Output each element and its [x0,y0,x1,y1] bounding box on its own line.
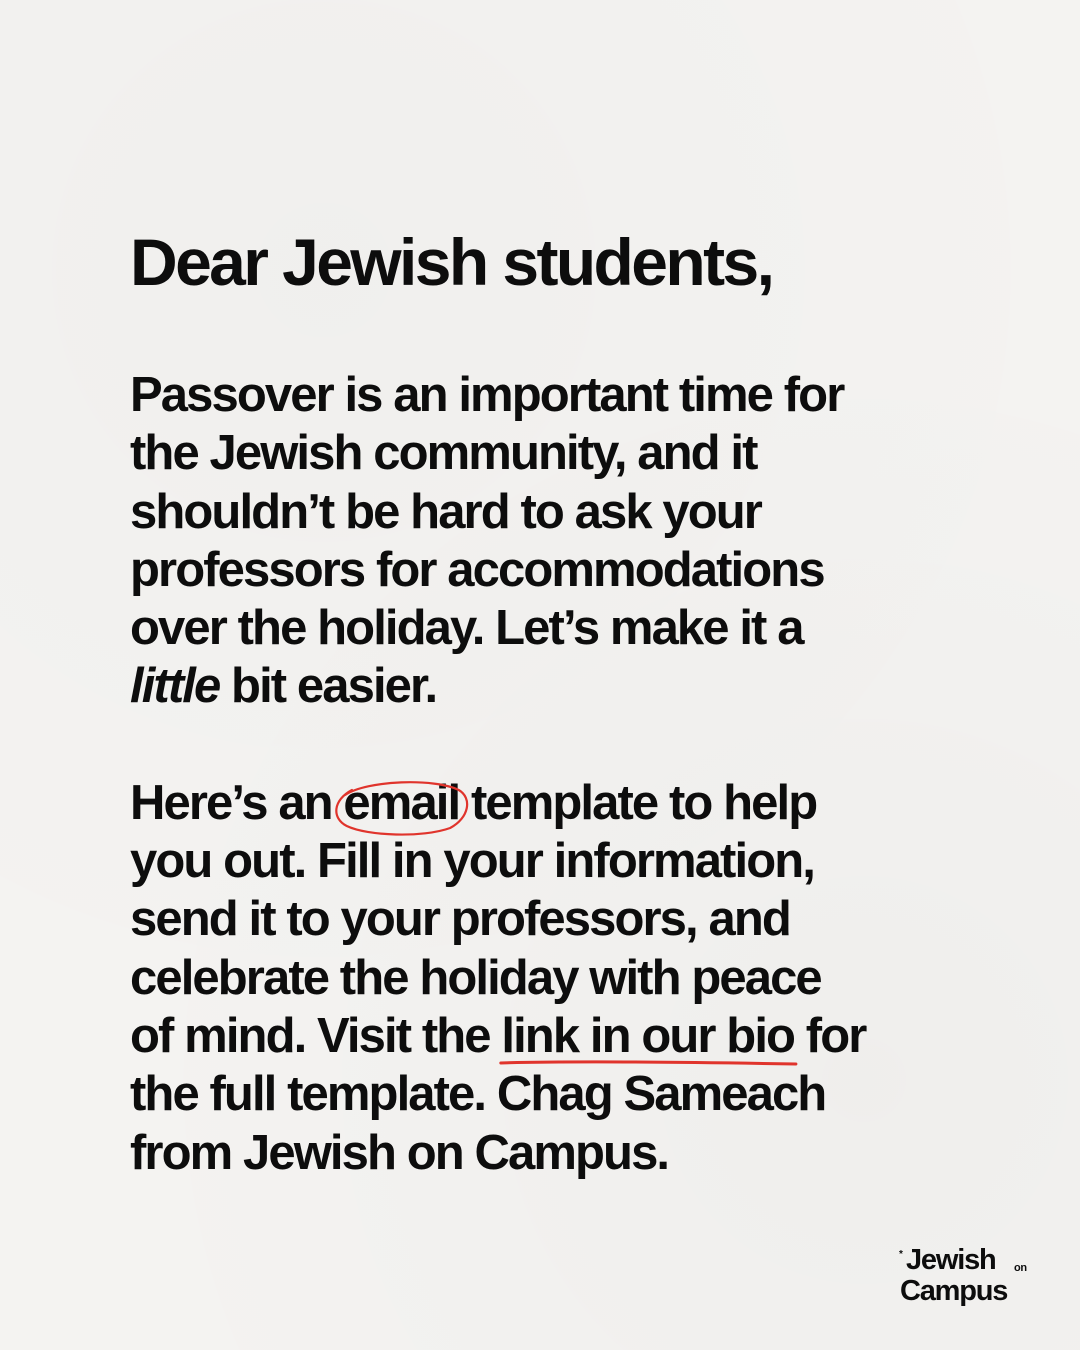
paragraph-passover [130,366,990,716]
underlined-text: link in our bio [501,1008,795,1063]
logo-star-icon: * [899,1249,903,1260]
paragraph-line: over the holiday. Let’s make it a [130,601,803,656]
paragraph-line: send it to your professors, and [130,892,790,947]
line-text: Here’s an [130,775,344,830]
paragraph-line: shouldn’t be hard to ask your [130,484,761,539]
underlined-link-in-bio [501,1007,794,1065]
logo-word-on: on [1014,1262,1027,1274]
paragraph-line: professors for accommodations [130,542,824,597]
jewish-on-campus-logo [900,1246,1040,1310]
paragraph-line [130,1007,990,1065]
circled-word-email [343,774,459,832]
paragraph-line: the Jewish community, and it [130,426,757,481]
logo-word-jewish: Jewish [906,1244,996,1276]
paragraph-line: Passover is an important time for [130,368,844,422]
paragraph-line: you out. Fill in your information, [130,834,814,889]
letter-body [130,222,990,1182]
paragraph-line [130,657,990,715]
paragraph-line [130,774,990,832]
emphasis-little: little [130,659,220,714]
circled-word-text: email [343,775,460,830]
paragraph-line-rest: bit easier. [219,659,437,714]
logo-word-campus: Campus [900,1275,1008,1307]
paragraph-line: the full template. Chag Sameach [130,1067,826,1122]
greeting-heading: Dear Jewish students, [130,225,773,299]
paragraph-email-template [130,774,990,1182]
paragraph-line: from Jewish on Campus. [130,1125,669,1180]
line-text: template to help [459,775,817,830]
line-text: for [794,1008,866,1063]
paragraph-line: celebrate the holiday with peace [130,950,821,1005]
line-text: of mind. Visit the [130,1008,502,1063]
